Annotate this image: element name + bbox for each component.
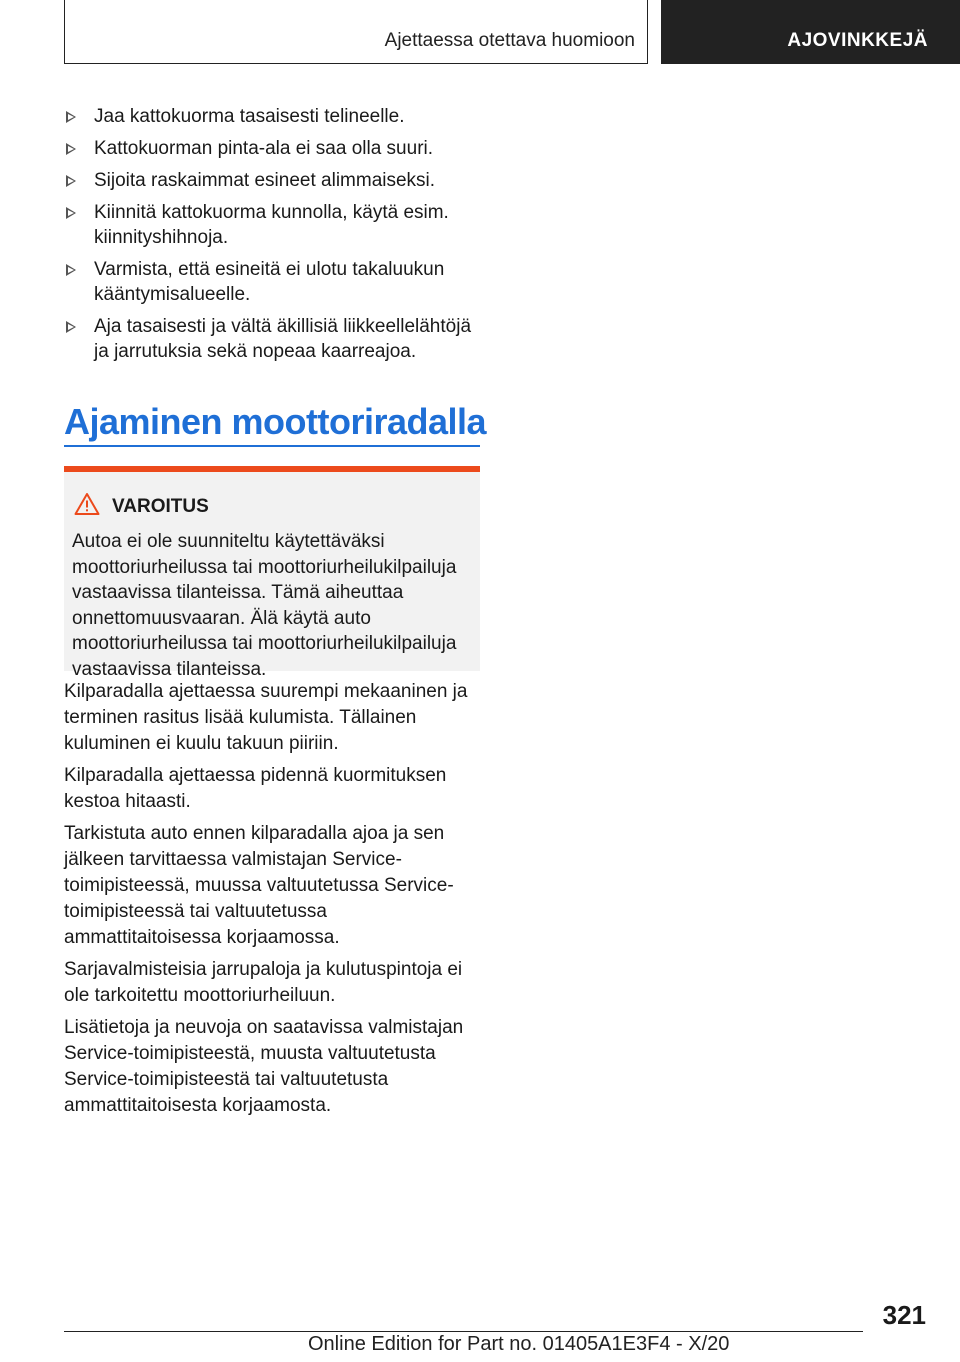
header-chapter-tab	[661, 0, 960, 64]
list-item: Aja tasaisesti ja vältä äkillisiä liikkeellelähtöjä ja jarrutuksia sekä nopeaa kaarreajoa.	[64, 314, 484, 364]
footer-edition: Online Edition for Part no. 01405A1E3F4 - X/20	[308, 1333, 730, 1355]
footer-rule	[64, 1331, 863, 1332]
paragraph: Sarjavalmisteisia jarrupaloja ja kulutuspintoja ei ole tarkoitettu moottoriurheiluun.	[64, 959, 463, 1006]
list-item: Kiinnitä kattokuorma kunnolla, käytä esim. kiinnityshihnoja.	[64, 200, 484, 250]
triangle-bullet-icon	[66, 111, 76, 123]
bullet-list	[64, 104, 484, 371]
page-number: 321	[882, 1300, 926, 1330]
paragraph: Kilparadalla ajettaessa suurempi mekaaninen ja terminen rasitus lisää kulumista. Tällainen kuluminen ei kuulu takuun piiriin.	[64, 681, 468, 754]
triangle-bullet-icon	[66, 321, 76, 333]
header-section-box	[64, 0, 648, 64]
header-chapter-title: AJOVINKKEJÄ	[787, 30, 928, 51]
triangle-bullet-icon	[66, 175, 76, 187]
body-text	[64, 679, 484, 1125]
list-item: Sijoita raskaimmat esineet alimmaiseksi.	[64, 168, 484, 193]
warning-box	[64, 466, 480, 680]
warning-triangle-icon	[74, 492, 100, 516]
list-item: Varmista, että esineitä ei ulotu takaluukun kääntymisalueelle.	[64, 257, 484, 307]
list-item: Kattokuorman pinta-ala ei saa olla suuri.	[64, 136, 484, 161]
paragraph: Lisätietoja ja neuvoja on saatavissa valmistajan Service-toimipisteestä, muusta valtuutetusta Service-toimipisteestä tai valtuutetusta ammattitaitoisesta korjaamosta.	[64, 1017, 464, 1116]
warning-body: Autoa ei ole suunniteltu käytettäväksi moottoriurheilussa tai moottoriurheilukilpailuja vastaavissa tilanteissa. Tämä aiheuttaa onnettomuusvaaran. Älä käytä auto moottoriurheilussa tai moottoriurheilukilpailuja vastaavissa tilanteissa.	[72, 531, 457, 680]
triangle-bullet-icon	[66, 264, 76, 276]
header-section-title: Ajettaessa otettava huomioon	[384, 30, 635, 51]
triangle-bullet-icon	[66, 143, 76, 155]
list-item: Jaa kattokuorma tasaisesti telineelle.	[64, 104, 484, 129]
heading-underline	[64, 445, 480, 447]
paragraph: Tarkistuta auto ennen kilparadalla ajoa ja sen jälkeen tarvittaessa valmistajan Service-toimipisteessä, muussa valtuutetussa Service-toimipisteessä tai valtuutetussa ammattitaitoisessa korjaamossa.	[64, 823, 454, 948]
section-heading: Ajaminen moottoriradalla	[64, 401, 487, 442]
paragraph: Kilparadalla ajettaessa pidennä kuormituksen kestoa hitaasti.	[64, 765, 447, 812]
triangle-bullet-icon	[66, 207, 76, 219]
warning-title: VAROITUS	[112, 496, 209, 517]
